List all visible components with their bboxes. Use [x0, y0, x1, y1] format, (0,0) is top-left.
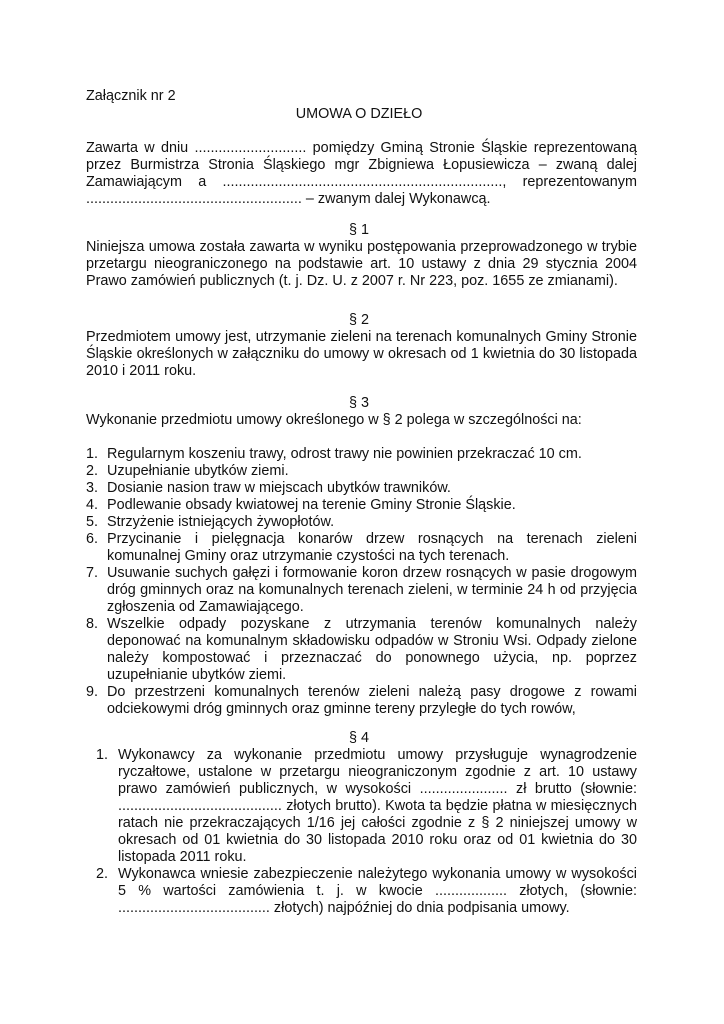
list-item-text: Regularnym koszeniu trawy, odrost trawy nie powinien przekraczać 10 cm. [107, 446, 582, 462]
section-4-heading: § 4 [348, 730, 369, 746]
list-item-text: Dosianie nasion traw w miejscach ubytków trawników. [107, 480, 451, 496]
list-item-number: 8. [86, 616, 99, 632]
list-item-text: Podlewanie obsady kwiatowej na terenie Gminy Stronie Śląskie. [107, 497, 516, 513]
annex-label: Załącznik nr 2 [86, 88, 176, 104]
list-item [86, 463, 637, 480]
list-item-text: Wykonawcy za wykonanie przedmiotu umowy przysługuje wynagrodzenie ryczałtowe, ustalone w przetargu nieograniczonym zgodnie z art. 10 ustawy prawo zamówień publicznych, w wysokości ...................... zł brutto (słownie: ......................................... złotych brutto). Kwota ta będzie płatna w miesięcznych ratach nie przekraczających 1/16 jej całości zgodnie z § 2 niniejszej umowy w okresach od 01 kwietnia do 30 listopada 2010 roku oraz od 01 kwietnia do 30 listopada 2011 roku. [118, 747, 637, 865]
list-item-number: 2. [86, 463, 99, 479]
list-item-text: Wszelkie odpady pozyskane z utrzymania terenów komunalnych należy deponować na komunalnym składowisku odpadów w Stroniu Wsi. Odpady zielone należy kompostować i przeznaczać do ponownego użycia, np. poprzez uzupełnianie ubytków ziemi. [107, 616, 637, 683]
list-item-text: Usuwanie suchych gałęzi i formowanie koron drzew rosnących w pasie drogowym dróg gminnych oraz na komunalnych terenach zieleni, w terminie 24 h od przyjęcia zgłoszenia od Zamawiającego. [107, 565, 637, 615]
section-1-text: Niniejsza umowa została zawarta w wyniku postępowania przeprowadzonego w trybie przetargu nieograniczonego na podstawie art. 10 ustawy z dnia 29 stycznia 2004 Prawo zamówień publicznych (t. j. Dz. U. z 2007 r. Nr 223, poz. 1655 ze zmianami). [86, 239, 637, 289]
list-item-number: 3. [86, 480, 99, 496]
section-2-heading: § 2 [348, 312, 369, 328]
document-title: UMOWA O DZIEŁO [295, 106, 423, 122]
list-item-text: Uzupełnianie ubytków ziemi. [107, 463, 289, 479]
list-item-number: 7. [86, 565, 99, 581]
list-item [96, 747, 637, 866]
list-item [86, 565, 637, 616]
list-item [86, 446, 637, 463]
list-item [86, 497, 637, 514]
section-3-heading: § 3 [348, 395, 369, 411]
section-2-text: Przedmiotem umowy jest, utrzymanie zieleni na terenach komunalnych Gminy Stronie Śląskie określonych w załączniku do umowy w okresach od 1 kwietnia do 30 listopada 2010 i 2011 roku. [86, 329, 637, 379]
list-item-number: 2. [96, 866, 109, 882]
list-item [96, 866, 637, 917]
intro-paragraph: Zawarta w dniu ............................ pomiędzy Gminą Stronie Śląskie reprezentowaną przez Burmistrza Stronia Śląskiego mgr Zbigniewa Łopusiewicza – zwaną dalej Zamawiającym a ......................................................................, reprezentowanym ...................................................... – zwanym dalej Wykonawcą. [86, 140, 637, 207]
list-item-text: Do przestrzeni komunalnych terenów zieleni należą pasy drogowe z rowami odciekowymi dróg gminnych oraz gminne tereny przyległe do tych rowów, [107, 684, 637, 717]
list-item [86, 684, 637, 718]
list-item [86, 531, 637, 565]
list-item [86, 480, 637, 497]
section-3-list [86, 446, 637, 718]
list-item-text: Przycinanie i pielęgnacja konarów drzew rosnących na terenach zieleni komunalnej Gminy oraz utrzymanie czystości na tych terenach. [107, 531, 637, 564]
list-item [86, 616, 637, 684]
list-item-number: 1. [96, 747, 109, 763]
list-item-number: 6. [86, 531, 99, 547]
list-item-number: 5. [86, 514, 99, 530]
list-item-number: 9. [86, 684, 99, 700]
list-item-text: Wykonawca wniesie zabezpieczenie należytego wykonania umowy w wysokości 5 % wartości zamówienia t. j. w kwocie .................. złotych, (słownie: ...................................... złotych) najpóźniej do dnia podpisania umowy. [118, 866, 637, 916]
list-item-number: 1. [86, 446, 99, 462]
list-item-number: 4. [86, 497, 99, 513]
section-3-text: Wykonanie przedmiotu umowy określonego w § 2 polega w szczególności na: [86, 412, 582, 428]
list-item-text: Strzyżenie istniejących żywopłotów. [107, 514, 335, 530]
section-4-list [96, 747, 637, 917]
section-1-heading: § 1 [348, 222, 369, 238]
list-item [86, 514, 637, 531]
